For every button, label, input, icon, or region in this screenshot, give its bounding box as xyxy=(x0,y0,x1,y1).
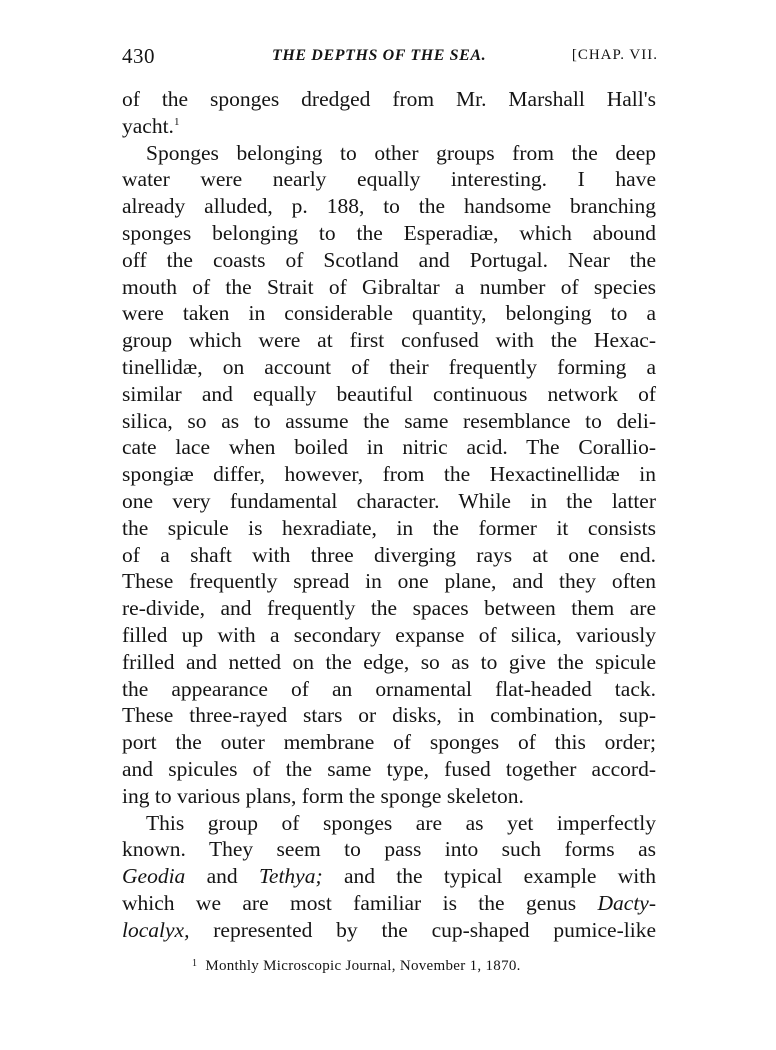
text-line: of the sponges dredged from Mr. Marshall Hall's xyxy=(122,87,656,111)
line-text: yacht. xyxy=(122,113,174,138)
page-number: 430 xyxy=(122,44,155,68)
text-line xyxy=(122,863,656,890)
genus-name-dactylocalyx: localyx, xyxy=(122,917,190,942)
genus-name-tethya: Tethya; xyxy=(258,864,323,889)
line-text: which we are most familiar is the genus xyxy=(122,890,598,915)
line-text: represented by the cup-shaped pumice-like xyxy=(189,917,656,942)
text-line: group which were at first confused with the Hexac- xyxy=(122,328,656,353)
paragraph-start-line: This group of sponges are as yet imperfectly xyxy=(146,810,656,835)
text-line: water were nearly equally interesting. I have xyxy=(122,167,656,192)
line-text: and the typical example with xyxy=(322,864,656,889)
text-line: ing to various plans, form the sponge skeleton. xyxy=(122,783,524,808)
line-text: and xyxy=(185,864,259,889)
text-line: port the outer membrane of sponges of this order; xyxy=(122,730,656,755)
text-line xyxy=(122,917,656,944)
chapter-label: [CHAP. VII. xyxy=(571,47,658,63)
text-line: the appearance of an ornamental flat-headed tack. xyxy=(122,676,656,701)
genus-name-dactylocalyx: Dacty- xyxy=(597,890,656,915)
body-text xyxy=(122,86,656,944)
text-line: similar and equally beautiful continuous network of xyxy=(122,381,656,406)
text-line: These frequently spread in one plane, and they often xyxy=(122,569,656,594)
running-title: THE DEPTHS OF THE SEA. xyxy=(272,47,487,64)
text-line: mouth of the Strait of Gibraltar a number of species xyxy=(122,274,656,299)
text-line: and spicules of the same type, fused together accord- xyxy=(122,756,656,781)
text-line: known. They seem to pass into such forms as xyxy=(122,837,656,862)
genus-name-geodia: Geodia xyxy=(122,864,186,889)
text-line: These three-rayed stars or disks, in combination, sup- xyxy=(122,703,656,728)
text-line: already alluded, p. 188, to the handsome branching xyxy=(122,194,656,219)
text-line: were taken in considerable quantity, belonging to a xyxy=(122,301,656,326)
text-line: re-divide, and frequently the spaces between them are xyxy=(122,596,656,621)
text-line xyxy=(122,890,656,917)
page-header xyxy=(122,44,658,72)
footnote-text: Monthly Microscopic Journal, November 1, 1870. xyxy=(205,958,521,974)
text-line: the spicule is hexradiate, in the former it consists xyxy=(122,515,656,540)
text-line: off the coasts of Scotland and Portugal. Near the xyxy=(122,247,656,272)
text-line: silica, so as to assume the same resemblance to deli- xyxy=(122,408,656,433)
text-line: filled up with a secondary expanse of silica, variously xyxy=(122,622,656,647)
text-line: spongiæ differ, however, from the Hexactinellidæ in xyxy=(122,462,656,487)
text-line: one very fundamental character. While in the latter xyxy=(122,488,656,513)
text-line: tinellidæ, on account of their frequently forming a xyxy=(122,354,656,379)
text-line: cate lace when boiled in nitric acid. The Corallio- xyxy=(122,435,656,460)
text-line: of a shaft with three diverging rays at one end. xyxy=(122,542,656,567)
text-line: frilled and netted on the edge, so as to give the spicule xyxy=(122,649,656,674)
paragraph-start-line: Sponges belonging to other groups from the deep xyxy=(146,140,656,165)
footnote-reference: 1 xyxy=(173,115,180,128)
footnote-marker: 1 xyxy=(192,958,198,969)
text-line xyxy=(122,113,656,140)
text-line: sponges belonging to the Esperadiæ, which abound xyxy=(122,220,656,245)
footnote xyxy=(192,958,662,975)
